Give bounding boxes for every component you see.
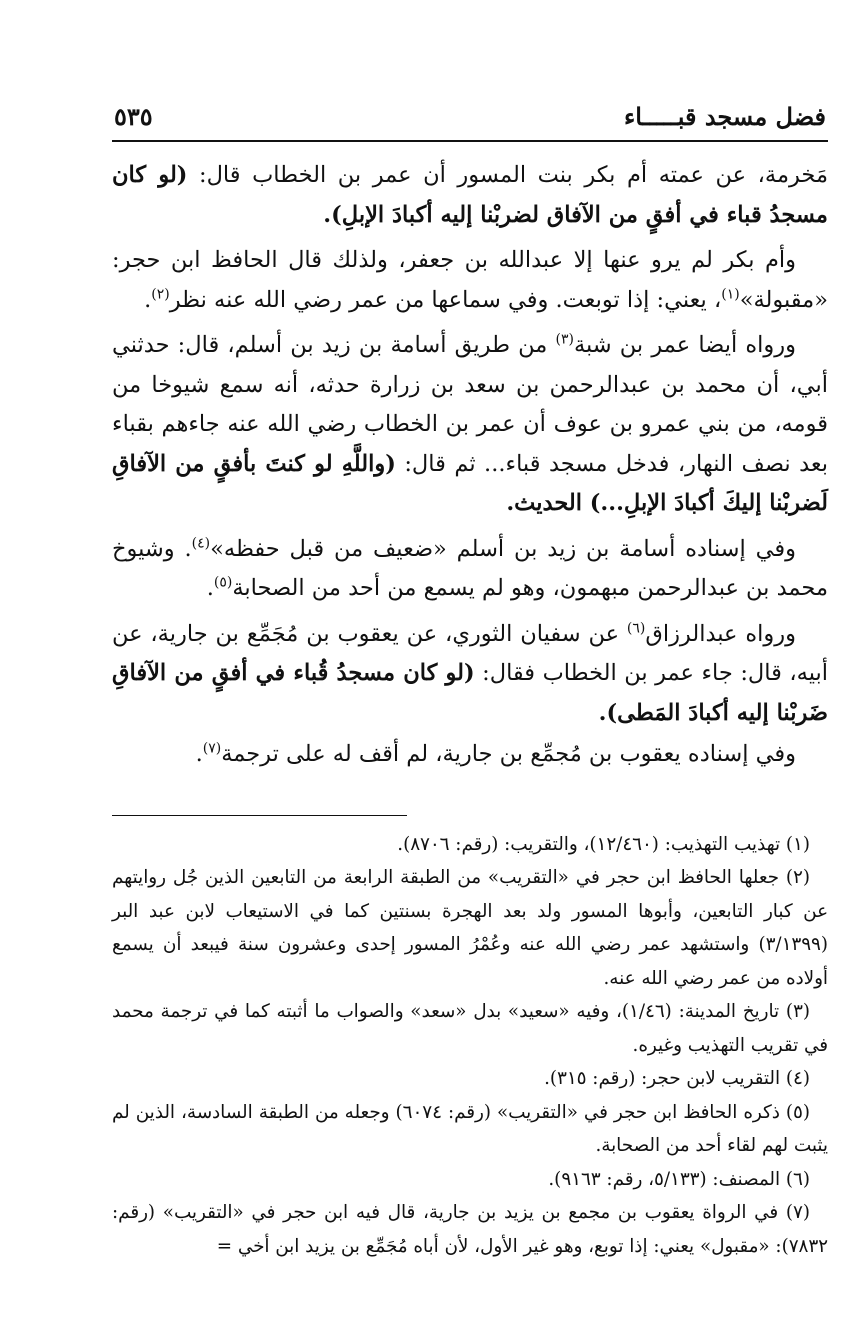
paragraph-text: . <box>195 741 203 767</box>
footnote-ref-5[interactable]: (٥) <box>213 574 233 591</box>
quoted-hadith: (واللَّهِ لو كنتَ بأفقٍ من الآفاقِ لَضربْنا إليكَ أكبادَ الإبلِ...) الحديث. <box>112 450 828 516</box>
footnotes <box>112 828 828 1264</box>
chapter-title: فضل مسجد قبـــــاء <box>624 101 826 131</box>
footnote-separator <box>112 815 407 816</box>
paragraph-text: . <box>144 286 152 313</box>
paragraph-text: وأم بكر لم يرو عنها إلا عبدالله بن جعفر، ولذلك قال الحافظ ابن حجر: «مقبولة» <box>112 247 828 313</box>
footnote-ref-2[interactable]: (٢) <box>151 286 170 302</box>
footnote-1: (١) تهذيب التهذيب: (١٢/٤٦٠)، والتقريب: (رقم: ٨٧٠٦). <box>397 833 810 855</box>
quoted-hadith: (لو كان مسجدُ قباء في أفقٍ من الآفاق لضربْنا إليه أكبادَ الإبلِ). <box>112 162 828 228</box>
paragraph-3 <box>112 326 828 524</box>
footnote-7: (٧) في الرواة يعقوب بن مجمع بن يزيد بن جارية، قال فيه ابن حجر في «التقريب» (رقم: ٧٨٣٢): «مقبول» يعني: إذا توبع، وهو غير الأول، لأن أباه مُجَمِّع بن يزيد ابن أخي = <box>112 1202 828 1257</box>
footnote-3: (٣) تاريخ المدينة: (١/٤٦)، وفيه «سعيد» بدل «سعد» والصواب ما أثبته كما في ترجمة محمد في تقريب التهذيب وغيره. <box>112 1001 828 1056</box>
paragraph-text: وفي إسناده يعقوب بن مُجمِّع بن جارية، لم أقف له على ترجمة <box>221 741 796 767</box>
paragraph-text: ورواه عبدالرزاق <box>645 620 796 647</box>
footnote-ref-7[interactable]: (٧) <box>202 740 222 757</box>
paragraph-2 <box>112 241 828 320</box>
paragraph-5 <box>112 615 828 734</box>
paragraph-text: من طريق أسامة بن زيد بن أسلم، قال: حدثني أبي، أن محمد بن عبدالرحمن بن سعد بن زرارة حدثه، أنه سمع شيوخا من قومه، من بني عمرو بن عوف أن عمر بن الخطاب رضي الله عنه جاءهم بقباء بعد نصف النهار، فدخل مسجد قباء... ثم قال: <box>112 332 828 477</box>
main-text <box>112 156 828 775</box>
paragraph-text: عن سفيان الثوري، عن يعقوب بن مُجَمِّع بن جارية، عن أبيه، قال: جاء عمر بن الخطاب فقال: <box>112 620 828 686</box>
footnote-ref-1[interactable]: (١) <box>721 286 740 302</box>
footnote-ref-6[interactable]: (٦) <box>626 620 646 636</box>
footnote-4: (٤) التقريب لابن حجر: (رقم: ٣١٥). <box>544 1068 810 1089</box>
paragraph-text: . <box>206 575 214 601</box>
paragraph-text: ، يعني: إذا توبعت. وفي سماعها من عمر رضي الله عنه نظر <box>169 286 722 313</box>
paragraph-text: . وشيوخ محمد بن عبدالرحمن مبهمون، وهو لم يسمع من أحد من الصحابة <box>112 535 828 601</box>
running-header <box>112 92 828 142</box>
paragraph-text: ورواه أيضا عمر بن شبة <box>573 332 796 358</box>
paragraph-4 <box>112 530 828 609</box>
footnote-2: (٢) جعلها الحافظ ابن حجر في «التقريب» من الطبقة الرابعة من التابعين الذين جُل روايتهم عن كبار التابعين، وأبوها المسور ولد بعد الهجرة بسنتين كما في الاستيعاب لابن عبد البر (٣/١٣٩٩) واستشهد عمر رضي الله عنه وعُمْرُ المسور إحدى وعشرون سنة فيبعد أن يسمع أولاده من عمر رضي الله عنه. <box>112 867 828 989</box>
quoted-hadith: (لو كان مسجدُ قُباء في أفقٍ من الآفاقِ ضَربْنا إليه أكبادَ المَطى). <box>112 660 828 726</box>
paragraph-1 <box>112 156 828 235</box>
footnote-6: (٦) المصنف: (٥/١٣٣، رقم: ٩١٦٣). <box>548 1168 810 1190</box>
page-number: ٥٣٥ <box>114 101 153 131</box>
footnote-ref-3[interactable]: (٣) <box>555 331 574 348</box>
footnote-ref-4[interactable]: (٤) <box>191 535 211 551</box>
footnote-5: (٥) ذكره الحافظ ابن حجر في «التقريب» (رقم: ٦٠٧٤) وجعله من الطبقة السادسة، الذين لم يثبت لهم لقاء أحد من الصحابة. <box>112 1101 828 1156</box>
paragraph-text: مَخرمة، عن عمته أم بكر بنت المسور أن عمر بن الخطاب قال: <box>187 162 828 188</box>
paragraph-6 <box>112 735 828 775</box>
book-page <box>112 92 828 1263</box>
paragraph-text: وفي إسناده أسامة بن زيد بن أسلم «ضعيف من قبل حفظه» <box>210 535 796 562</box>
